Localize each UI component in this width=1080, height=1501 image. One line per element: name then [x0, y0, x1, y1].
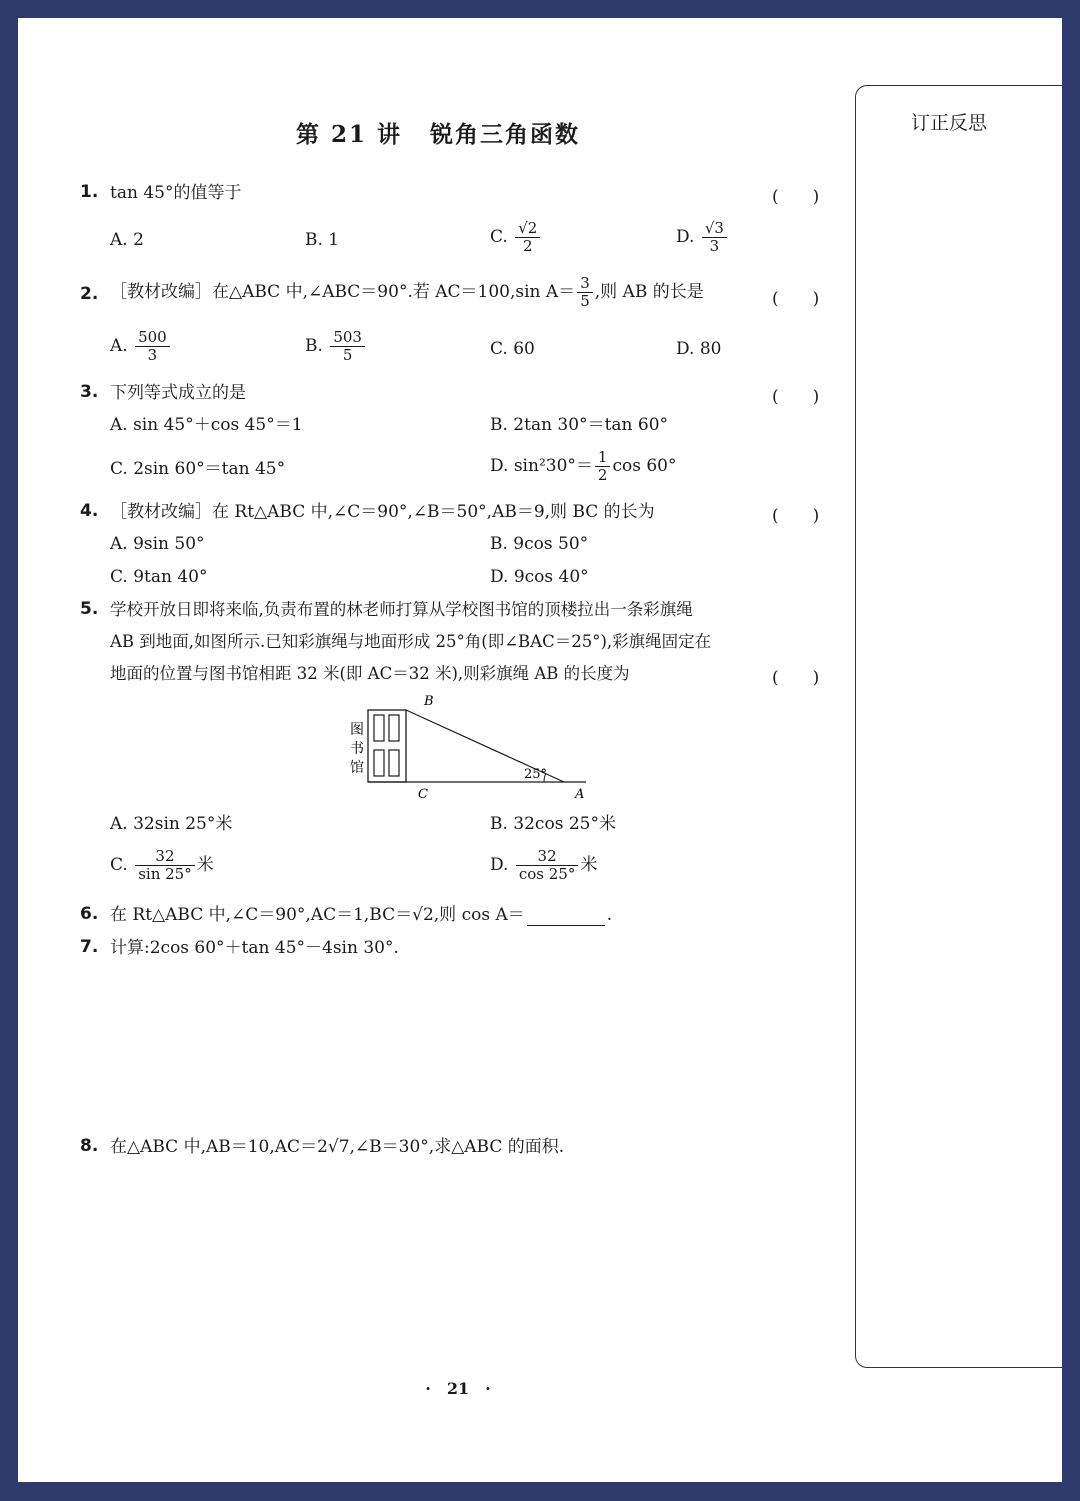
q3-option-a: A. sin 45°＋cos 45°＝1 [110, 415, 303, 435]
fraction: $\frac{√2}{2}$ [515, 220, 540, 255]
q1-answer-paren: ( ) [772, 187, 820, 207]
correction-reflection-panel [855, 85, 1062, 1368]
lesson-topic: 锐角三角函数 [430, 121, 581, 148]
library-label-3: 馆 [350, 760, 364, 776]
q2-number: 2. [80, 284, 99, 304]
library-window [389, 750, 399, 776]
q2-option-a: A. $\frac{500}{3}$ [110, 329, 172, 364]
q4-text: ［教材改编］在 Rt△ABC 中,∠C＝90°,∠B＝50°,AB＝9,则 BC 的长为 [110, 502, 655, 522]
q5-number: 5. [80, 599, 99, 619]
fraction: $\frac{500}{3}$ [135, 329, 170, 364]
q2-answer-paren: ( ) [772, 289, 820, 309]
fraction: $\frac{1}{2}$ [595, 449, 611, 484]
q4-option-c: C. 9tan 40° [110, 567, 208, 587]
q8-text: 在△ABC 中,AB＝10,AC＝2√7,∠B＝30°,求△ABC 的面积. [110, 1137, 565, 1157]
q1-option-d: D. $\frac{√3}{3}$ [676, 220, 729, 255]
q2-option-c: C. 60 [490, 339, 535, 359]
library-window [374, 750, 384, 776]
side-panel-title: 订正反思 [911, 112, 988, 134]
q6-number: 6. [80, 904, 99, 924]
library-label-1: 图 [350, 722, 364, 738]
fraction: $\frac{32}{\sin 25^\circ}$ [135, 848, 195, 883]
point-c-label: C [418, 787, 428, 802]
page-number: · 21 · [425, 1379, 491, 1398]
library-window [389, 715, 399, 741]
q3-option-c: C. 2sin 60°＝tan 45° [110, 459, 286, 479]
q4-number: 4. [80, 501, 99, 521]
worksheet-page [18, 18, 1062, 1482]
q5-line-2: AB 到地面,如图所示.已知彩旗绳与地面形成 25°角(即∠BAC＝25°),彩旗绳固定在 [110, 632, 712, 651]
point-a-label: A [575, 787, 585, 802]
q6-text: 在 Rt△ABC 中,∠C＝90°,AC＝1,BC＝√2,则 cos A＝ . [110, 905, 613, 925]
q7-number: 7. [80, 937, 99, 957]
fraction: $\frac{√3}{3}$ [702, 220, 727, 255]
q3-option-d: D. sin²30°＝ $\frac{1}{2}$ cos 60° [490, 448, 677, 484]
q7-text: 计算:2cos 60°＋tan 45°－4sin 30°. [110, 938, 399, 958]
q2-option-d: D. 80 [676, 339, 722, 359]
q1-option-c: C. $\frac{√2}{2}$ [490, 220, 542, 255]
q5-option-c: C. $\frac{32}{\sin 25^\circ}$ 米 [110, 847, 214, 883]
q4-option-d: D. 9cos 40° [490, 567, 589, 587]
q5-option-b: B. 32cos 25°米 [490, 814, 616, 834]
library-window [374, 715, 384, 741]
library-label-2: 书 [350, 741, 364, 757]
q3-option-b: B. 2tan 30°＝tan 60° [490, 415, 669, 435]
fraction: $\frac{503}{5}$ [330, 329, 365, 364]
q1-option-a: A. 2 [110, 230, 144, 250]
q3-number: 3. [80, 382, 99, 402]
lesson-number: 第 21 讲 [295, 121, 403, 148]
angle-label: 25° [524, 767, 548, 782]
q3-text: 下列等式成立的是 [110, 383, 246, 403]
q5-line-1: 学校开放日即将来临,负责布置的林老师打算从学校图书馆的顶楼拉出一条彩旗绳 [110, 600, 693, 619]
q4-answer-paren: ( ) [772, 506, 820, 526]
q5-answer-paren: ( ) [772, 668, 820, 688]
q5-figure [338, 690, 598, 802]
answer-blank[interactable] [527, 909, 605, 926]
q2-text: ［教材改编］在△ABC 中,∠ABC＝90°.若 AC＝100,sin A＝ $\frac{3}{5}$ ,则 AB 的长是 [110, 274, 704, 310]
q4-option-a: A. 9sin 50° [110, 534, 205, 554]
page-title [18, 116, 858, 149]
q1-number: 1. [80, 182, 99, 202]
point-b-label: B [424, 694, 434, 709]
fraction: $\frac{3}{5}$ [577, 275, 593, 310]
q2-option-b: B. $\frac{503}{5}$ [305, 329, 367, 364]
q8-number: 8. [80, 1136, 99, 1156]
q5-line-3: 地面的位置与图书馆相距 32 米(即 AC＝32 米),则彩旗绳 AB 的长度为 [110, 664, 630, 683]
fraction: $\frac{32}{\cos 25^\circ}$ [516, 848, 578, 883]
q1-option-b: B. 1 [305, 230, 340, 250]
q4-option-b: B. 9cos 50° [490, 534, 589, 554]
q3-answer-paren: ( ) [772, 387, 820, 407]
q5-option-a: A. 32sin 25°米 [110, 814, 233, 834]
q5-option-d: D. $\frac{32}{\cos 25^\circ}$ 米 [490, 847, 598, 883]
q1-text: tan 45°的值等于 [110, 183, 242, 203]
